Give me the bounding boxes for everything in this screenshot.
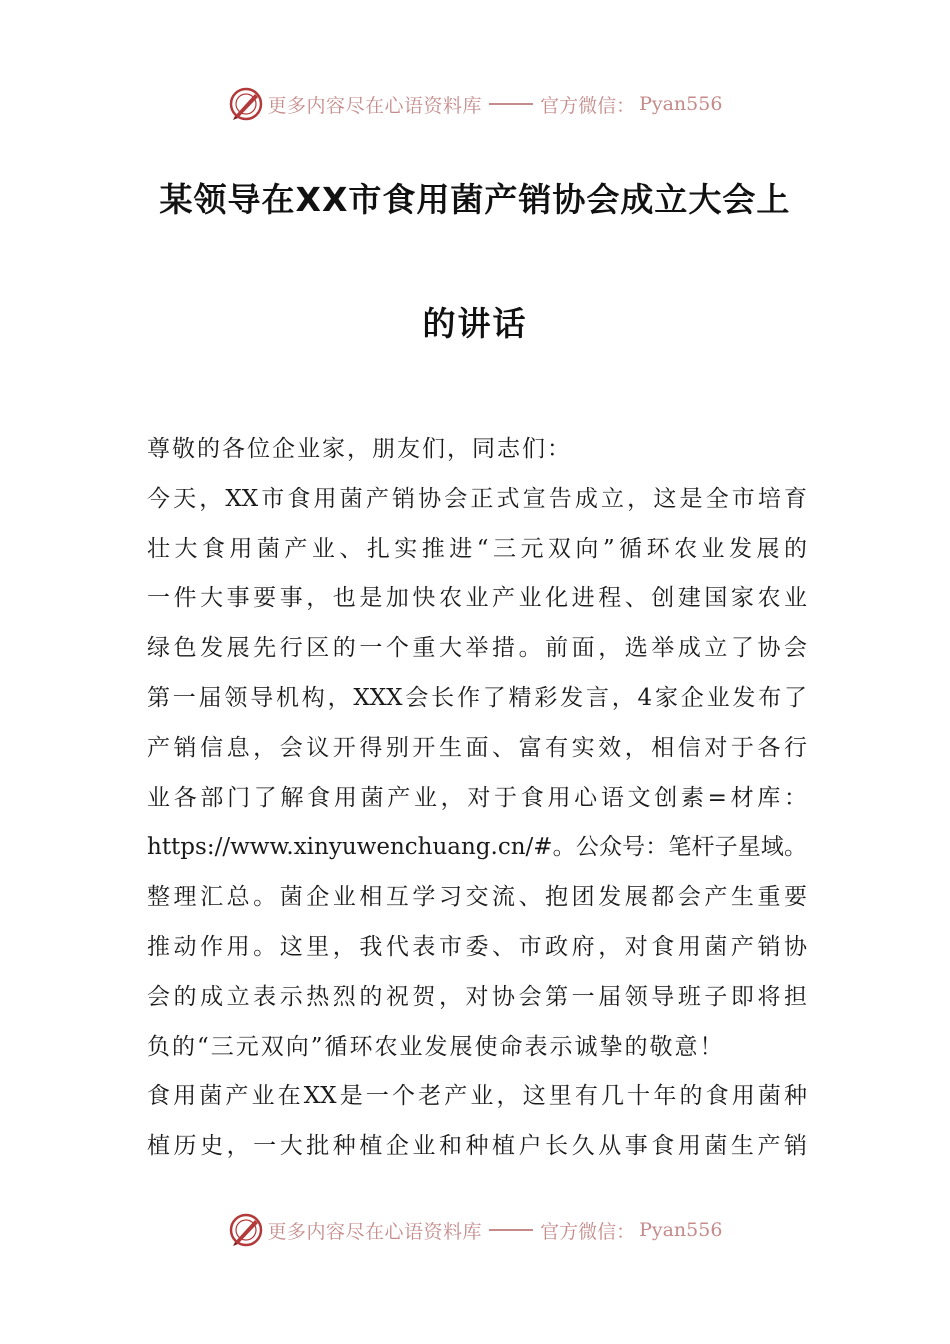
pen-logo-icon — [228, 1212, 264, 1248]
salutation-line: 尊敬的各位企业家，朋友们，同志们： — [147, 436, 572, 462]
document-body — [147, 425, 807, 1172]
document-title-line-2: 的讲话 — [422, 304, 528, 343]
watermark-text: 更多内容尽在心语资料库 — [267, 94, 483, 117]
body-line: 第一届领导机构，XXX会长作了精彩发言，4家企业发布了 — [147, 684, 807, 711]
watermark-dash — [489, 1229, 533, 1231]
body-line: 今天，XX市食用菌产销协会正式宣告成立，这是全市培育 — [147, 485, 807, 512]
watermark-wechat-id: Pyan556 — [639, 1219, 723, 1241]
body-line: 植历史，一大批种植企业和种植户长久从事食用菌生产销 — [147, 1133, 807, 1160]
body-line: 业各部门了解食用菌产业，对于食用心语文创素=材库： — [147, 784, 807, 811]
body-line: 壮大食用菌产业、扎实推进“三元双向”循环农业发展的 — [147, 535, 807, 562]
watermark-official-label: 官方微信： — [540, 1220, 636, 1243]
watermark-text: 更多内容尽在心语资料库 — [267, 1220, 483, 1243]
body-line: 会的成立表示热烈的祝贺，对协会第一届领导班子即将担 — [147, 983, 807, 1010]
watermark-banner-bottom — [0, 1208, 950, 1252]
watermark-content — [228, 86, 723, 122]
pen-logo-icon — [228, 86, 264, 122]
body-line: 整理汇总。菌企业相互学习交流、抱团发展都会产生重要 — [147, 884, 807, 911]
watermark-dash — [489, 103, 533, 105]
body-line: 绿色发展先行区的一个重大举措。前面，选举成立了协会 — [147, 635, 807, 662]
body-line: 负的“三元双向”循环农业发展使命表示诚挚的敬意！ — [147, 1033, 725, 1060]
body-line-url: https://www.xinyuwenchuang.cn/#。公众号：笔杆子星域。 — [147, 834, 807, 861]
body-line: 食用菌产业在XX是一个老产业，这里有几十年的食用菌种 — [147, 1083, 807, 1110]
body-line: 推动作用。这里，我代表市委、市政府，对食用菌产销协 — [147, 933, 807, 960]
body-line: 产销信息，会议开得别开生面、富有实效，相信对于各行 — [147, 734, 807, 761]
watermark-content — [228, 1212, 723, 1248]
watermark-official-label: 官方微信： — [540, 94, 636, 117]
watermark-banner-top — [0, 82, 950, 126]
watermark-wechat-id: Pyan556 — [639, 93, 723, 115]
body-line: 一件大事要事，也是加快农业产业化进程、创建国家农业 — [147, 585, 807, 612]
document-title-line-1: 某领导在XX市食用菌产销协会成立大会上 — [159, 180, 791, 219]
